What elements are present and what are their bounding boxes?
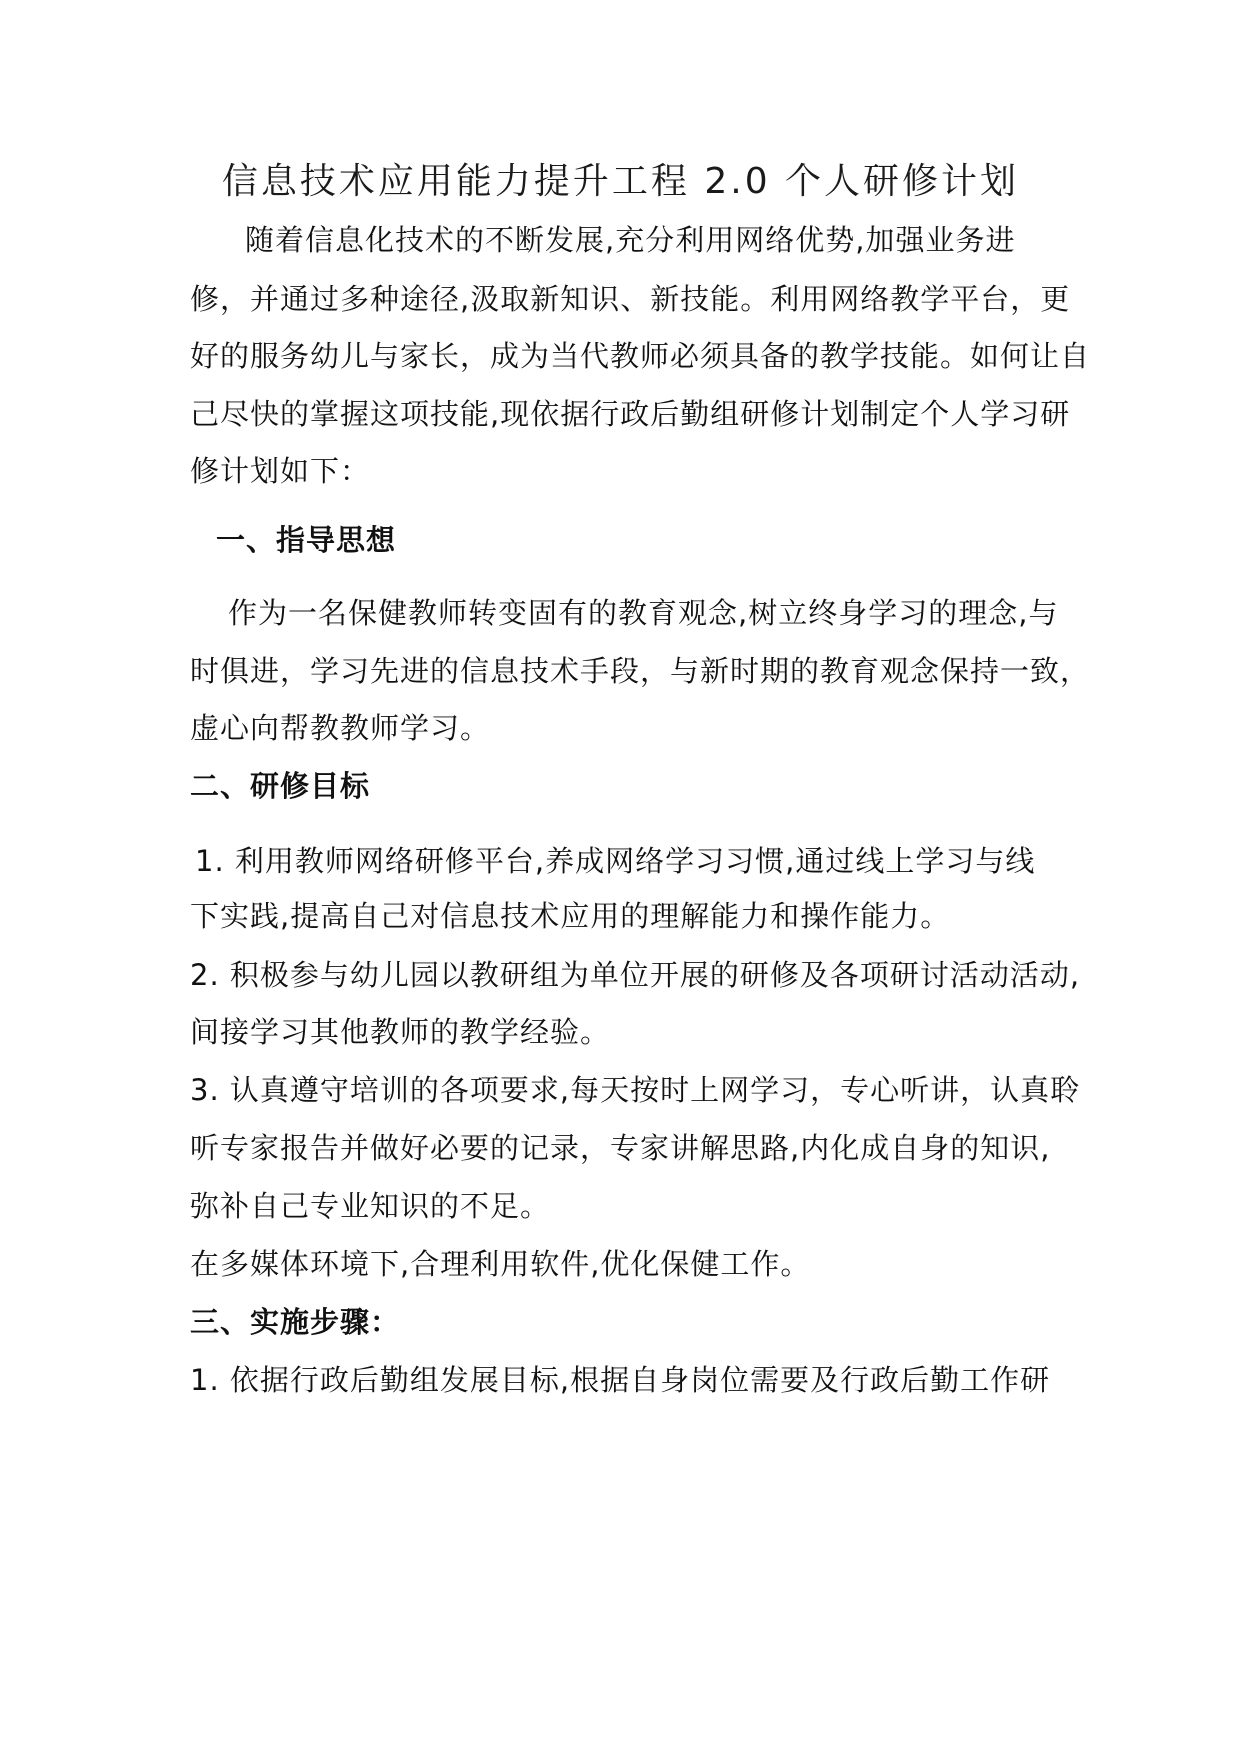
section1-line-3: 虚心向帮教教师学习。 [190, 711, 491, 745]
section-heading-steps: 三、实施步骤： [190, 1305, 401, 1339]
intro-line-1: 随着信息化技术的不断发展,充分利用网络优势,加强业务进 [245, 223, 1016, 257]
goal-line-2: 下实践,提高自己对信息技术应用的理解能力和操作能力。 [190, 899, 951, 933]
intro-line-4: 己尽快的掌握这项技能,现依据行政后勤组研修计划制定个人学习研 [190, 397, 1071, 431]
intro-line-3: 好的服务幼儿与家长，成为当代教师必须具备的教学技能。如何让自 [190, 339, 1091, 373]
step-line-1: 1. 依据行政后勤组发展目标,根据自身岗位需要及行政后勤工作研 [190, 1363, 1051, 1397]
goal-line-1: 1. 利用教师网络研修平台,养成网络学习习惯,通过线上学习与线 [195, 844, 1036, 878]
goal-line-8: 在多媒体环境下,合理利用软件,优化保健工作。 [190, 1247, 811, 1281]
section1-line-1: 作为一名保健教师转变固有的教育观念,树立终身学习的理念,与 [228, 596, 1059, 630]
goal-line-6: 听专家报告并做好必要的记录，专家讲解思路,内化成自身的知识, [190, 1131, 1051, 1165]
goal-line-5: 3. 认真遵守培训的各项要求,每天按时上网学习，专心听讲，认真聆 [190, 1073, 1081, 1107]
section1-line-2: 时俱进，学习先进的信息技术手段，与新时期的教育观念保持一致， [190, 654, 1091, 688]
goal-line-4: 间接学习其他教师的教学经验。 [190, 1015, 611, 1049]
section-heading-goals: 二、研修目标 [190, 769, 371, 803]
section-heading-guiding-thought: 一、指导思想 [216, 523, 397, 557]
intro-line-2: 修，并通过多种途径,汲取新知识、新技能。利用网络教学平台，更 [190, 282, 1071, 316]
goal-line-3: 2. 积极参与幼儿园以教研组为单位开展的研修及各项研讨活动活动, [190, 958, 1081, 992]
page-title: 信息技术应用能力提升工程 2.0 个人研修计划 [221, 161, 1020, 202]
intro-line-5: 修计划如下： [190, 454, 371, 488]
goal-line-7: 弥补自己专业知识的不足。 [190, 1189, 551, 1223]
